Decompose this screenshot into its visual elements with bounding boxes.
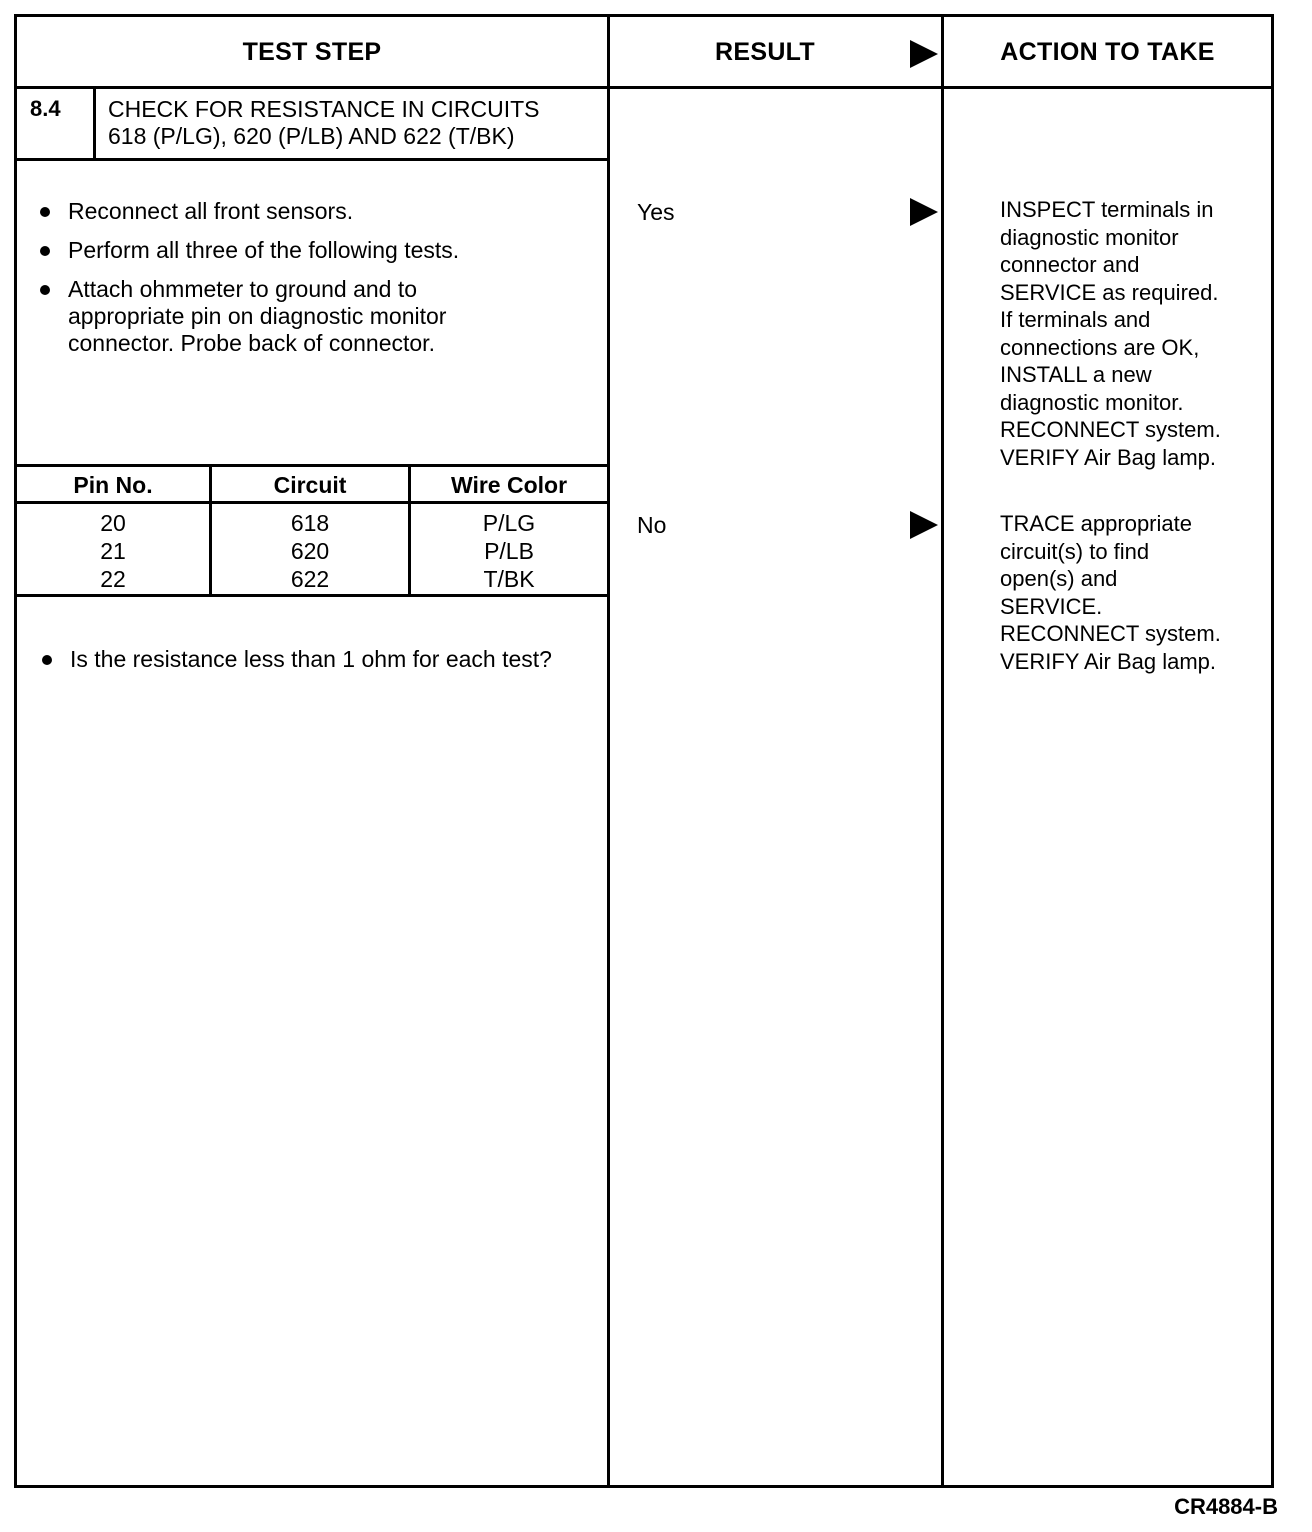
step-title-line1: CHECK FOR RESISTANCE IN CIRCUITS [108, 96, 540, 122]
step-number: 8.4 [30, 96, 61, 121]
wire-color-cell: T/BK [483, 566, 535, 592]
question [42, 646, 582, 685]
pin-table-header-pin: Pin No. [73, 471, 153, 498]
pin-cell: 22 [100, 566, 126, 592]
question-text: Is the resistance less than 1 ohm for each test? [42, 646, 582, 673]
circuit-cell: 622 [290, 566, 330, 592]
step-number-divider [93, 86, 96, 160]
action-yes-line: SERVICE as required. [1000, 279, 1219, 305]
circuit-cell: 620 [290, 538, 330, 564]
wire-color-cell: P/LB [484, 538, 534, 564]
action-no-line: open(s) and [1000, 566, 1118, 591]
pin-table-top-rule [14, 464, 607, 467]
circuit-cell: 618 [290, 510, 330, 536]
instruction-item: Reconnect all front sensors. [40, 198, 600, 225]
action-yes-line: INSPECT terminals in [1000, 197, 1214, 222]
pin-cell: 21 [100, 538, 126, 564]
action-yes-line: diagnostic monitor. [1000, 389, 1184, 415]
pin-table-bottom-rule [14, 594, 607, 597]
action-yes-line: connector and [1000, 252, 1140, 277]
header-result: RESULT [715, 37, 815, 66]
pin-cell: 20 [100, 510, 126, 536]
action-no-line: TRACE appropriate [1000, 511, 1192, 536]
header-rule [14, 86, 1274, 89]
divider-result-action [941, 14, 944, 1488]
step-title-line2: 618 (P/LG), 620 (P/LB) AND 622 (T/BK) [108, 123, 515, 149]
instruction-item: Attach ohmmeter to ground and to appropriate pin on diagnostic monitor connector. Probe back of connector. [40, 276, 528, 357]
pin-table-column-pin [17, 509, 209, 593]
action-yes-line: RECONNECT system. [1000, 417, 1221, 442]
action-no-line: VERIFY Air Bag lamp. [1000, 648, 1217, 674]
action-yes-line: INSTALL a new [1000, 362, 1152, 387]
divider-step-result [607, 14, 610, 1488]
action-no-line: circuit(s) to find [1000, 538, 1150, 564]
header-test-step: TEST STEP [242, 37, 382, 66]
result-arrow-icon [910, 40, 938, 68]
result-yes: Yes [637, 199, 675, 225]
action-no-line: RECONNECT system. [1000, 621, 1221, 646]
wire-color-cell: P/LG [482, 510, 536, 536]
action-yes-line: VERIFY Air Bag lamp. [1000, 444, 1217, 470]
result-no: No [637, 512, 667, 538]
action-no [1000, 510, 1268, 675]
yes-arrow-icon [910, 198, 938, 226]
step-title [108, 96, 608, 150]
pin-table-column-wire-color [411, 509, 607, 593]
instruction-item: Perform all three of the following tests. [40, 237, 600, 264]
pin-table-header-wire-color: Wire Color [450, 471, 568, 498]
pin-table-header-circuit: Circuit [273, 471, 347, 498]
header-action: ACTION TO TAKE [1000, 37, 1215, 66]
instruction-list [40, 198, 600, 369]
step-title-rule [14, 158, 607, 161]
action-no-line: SERVICE. [1000, 593, 1103, 619]
pin-table-column-circuit [212, 509, 408, 593]
no-arrow-icon [910, 511, 938, 539]
action-yes-line: If terminals and [1000, 307, 1151, 332]
action-yes-line: connections are OK, [1000, 334, 1200, 360]
action-yes-line: diagnostic monitor [1000, 224, 1179, 250]
figure-id: CR4884-B [1174, 1494, 1278, 1519]
action-yes [1000, 196, 1268, 471]
